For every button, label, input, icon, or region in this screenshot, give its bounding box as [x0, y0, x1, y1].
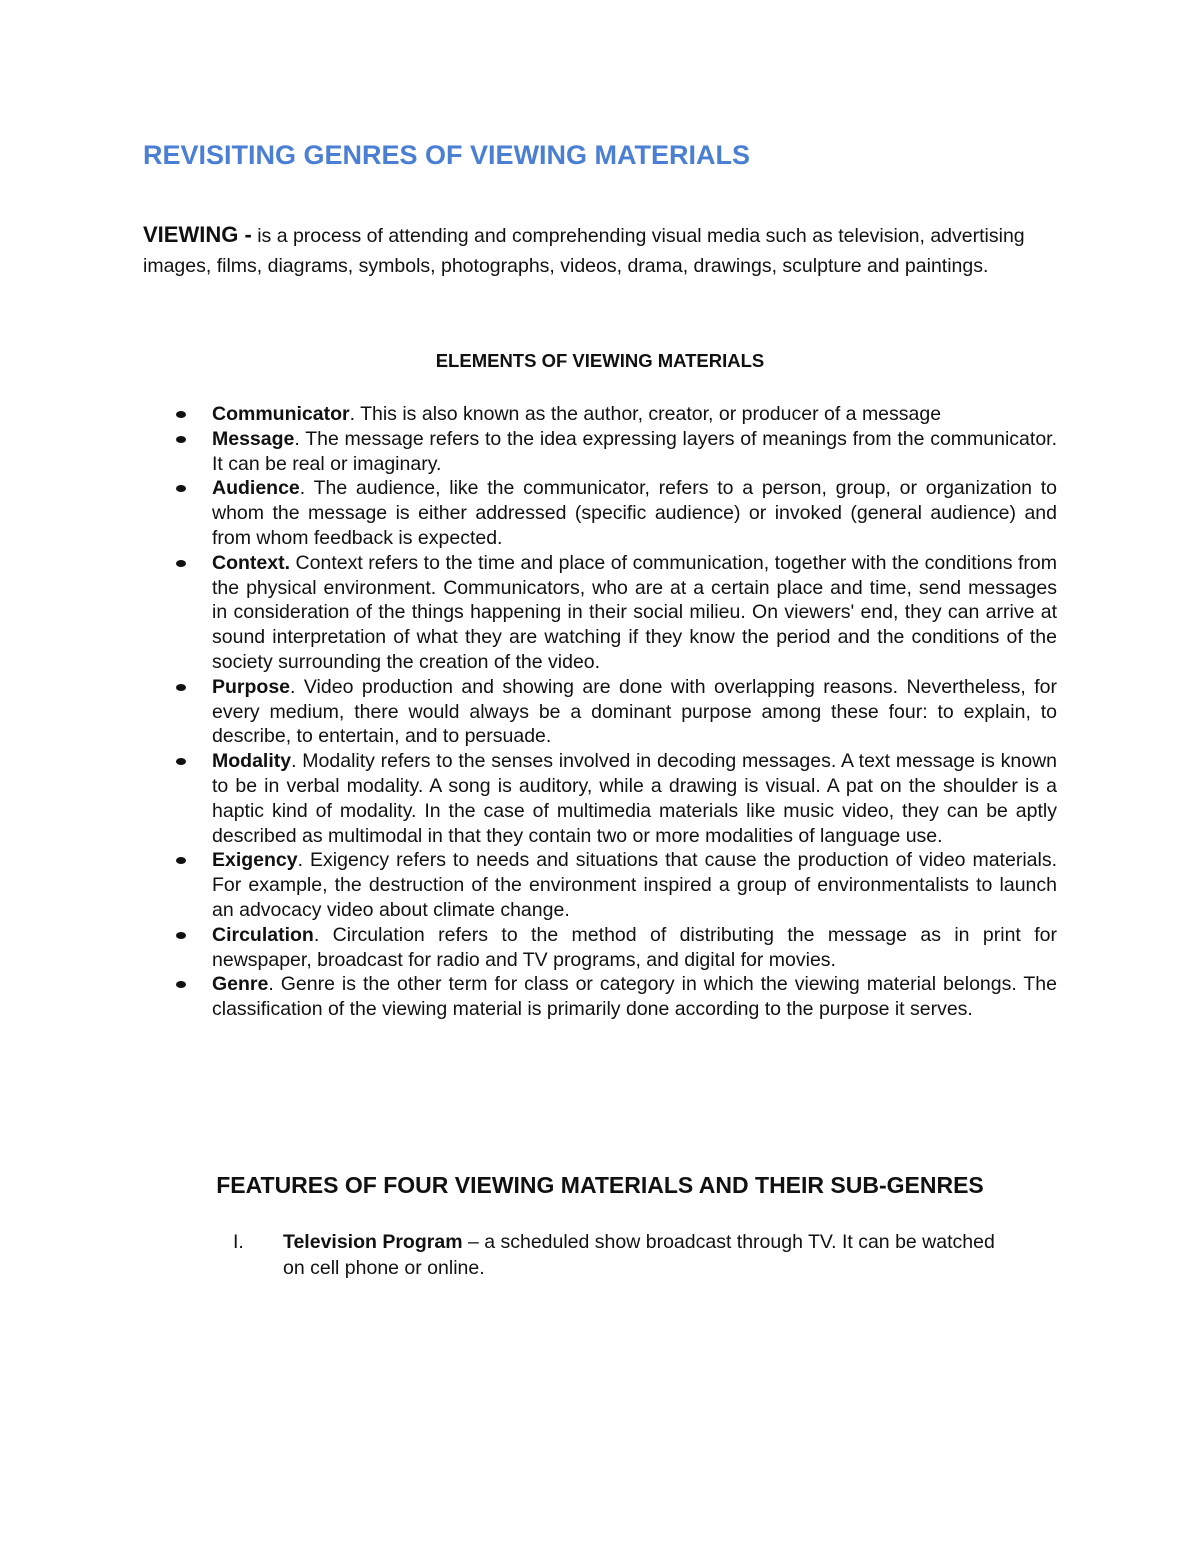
element-text: . The audience, like the communicator, refers to a person, group, or organization to whom the message is either addressed (specific audience) or invoked (general audience) and from whom feedback is expected. — [212, 477, 1057, 549]
element-term: Context. — [212, 551, 290, 574]
list-item — [212, 749, 1057, 848]
element-text: . The message refers to the idea expressing layers of meanings from the communicator. It can be real or imaginary. — [212, 427, 1057, 475]
element-text: . This is also known as the author, creator, or producer of a message — [349, 403, 942, 425]
bullet-icon — [176, 758, 186, 765]
document-title: REVISITING GENRES OF VIEWING MATERIALS — [143, 140, 751, 170]
element-text: . Modality refers to the senses involved in decoding messages. A text message is known to be in verbal modality. A song is auditory, while a drawing is visual. A pat on the shoulder is a haptic kind of modality. In the case of multimedia materials like music video, they can be aptly described as multimodal in that they contain two or more modalities of language use. — [212, 750, 1057, 847]
bullet-icon — [176, 560, 186, 567]
features-heading: FEATURES OF FOUR VIEWING MATERIALS AND THEIR SUB-GENRES — [216, 1172, 984, 1198]
bullet-icon — [176, 485, 186, 492]
definition-term: VIEWING - — [143, 222, 252, 247]
bullet-icon — [176, 411, 186, 418]
elements-list — [212, 402, 1057, 1022]
element-term: Modality — [212, 750, 292, 773]
list-item — [212, 551, 1057, 675]
element-term: Genre — [212, 973, 269, 996]
element-term: Circulation — [212, 923, 314, 946]
bullet-icon — [176, 981, 186, 988]
element-text: . Circulation refers to the method of distributing the message as in print for newspaper, broadcast for radio and TV programs, and digital for movies. — [212, 923, 1057, 971]
element-term: Purpose — [212, 675, 291, 698]
elements-heading: ELEMENTS OF VIEWING MATERIALS — [435, 350, 765, 371]
element-text: . Genre is the other term for class or category in which the viewing material belongs. The classification of the viewing material is primarily done according to the purpose it serves. — [212, 973, 1057, 1021]
feature-term: Television Program — [283, 1231, 463, 1253]
element-text: . Exigency refers to needs and situations that cause the production of video materials. For example, the destruction of the environment inspired a group of environmentalists to launch an advocacy video about climate change. — [212, 849, 1057, 921]
list-item — [212, 675, 1057, 749]
list-item — [212, 923, 1057, 973]
element-term: Exigency — [212, 849, 298, 872]
list-item — [212, 476, 1057, 550]
bullet-icon — [176, 857, 186, 864]
bullet-icon — [176, 932, 186, 939]
list-item — [212, 402, 1057, 427]
list-item — [212, 427, 1057, 477]
element-text: Context refers to the time and place of communication, together with the conditions from the physical environment. Communicators, who are at a certain place and time, send messages in consideration of the things happening in their social milieu. On viewers' end, they can arrive at sound interpretation of what they are watching if they know the period and the conditions of the society surrounding the creation of the video. — [212, 551, 1057, 673]
element-term: Message — [212, 427, 295, 450]
roman-numeral: I. — [233, 1231, 244, 1253]
features-list — [233, 1229, 1013, 1281]
element-text: . Video production and showing are done with overlapping reasons. Nevertheless, for every medium, there would always be a dominant purpose among these four: to explain, to describe, to entertain, and to persuade. — [212, 675, 1057, 748]
element-term: Communicator — [212, 403, 350, 425]
list-item — [212, 848, 1057, 922]
list-item — [233, 1229, 1013, 1281]
bullet-icon — [176, 684, 186, 691]
viewing-definition — [143, 220, 1063, 281]
bullet-icon — [176, 436, 186, 443]
element-term: Audience — [212, 477, 300, 500]
feature-text: – a scheduled show broadcast through TV. It can be watched on cell phone or online. — [283, 1231, 995, 1279]
list-item — [212, 972, 1057, 1022]
definition-text: is a process of attending and comprehending visual media such as television, advertising images, films, diagrams, symbols, photographs, videos, drama, drawings, sculpture and paintings. — [143, 225, 1025, 277]
